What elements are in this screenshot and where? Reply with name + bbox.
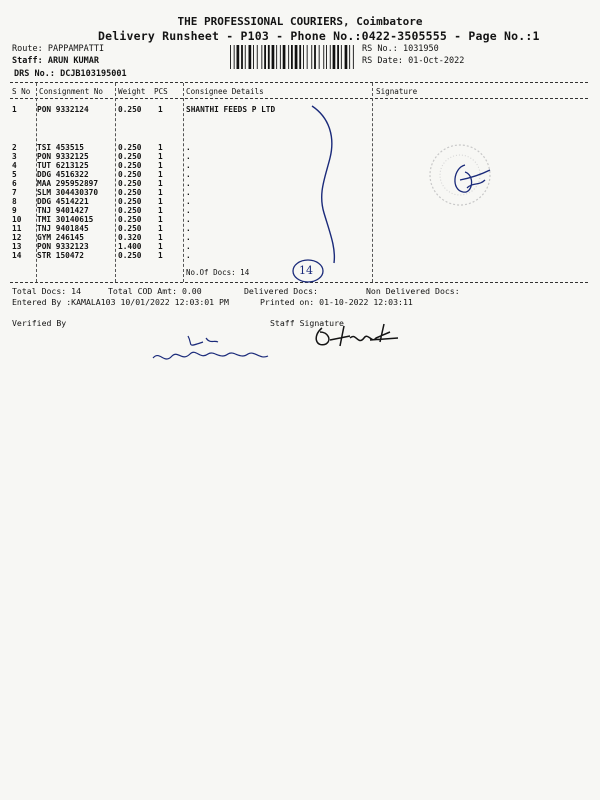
cell-weight: 0.250: [118, 251, 142, 260]
cell-weight: 0.250: [118, 179, 142, 188]
cell-pcs: 1: [158, 152, 163, 161]
cell-consignee: .: [186, 251, 191, 260]
cell-consignee: .: [186, 233, 191, 242]
barcode-bar: [241, 45, 243, 69]
staff-signature-label: Staff Signature: [270, 318, 344, 328]
cell-consignment: GYM 246145: [37, 233, 84, 242]
cell-sno: 2: [12, 143, 17, 152]
cell-consignment: TSI 453515: [37, 143, 84, 152]
barcode-image: [229, 45, 355, 69]
cell-consignee: .: [186, 188, 191, 197]
barcode-bar: [303, 45, 304, 69]
cell-pcs: 1: [158, 179, 163, 188]
barcode-bar: [230, 45, 231, 69]
cell-consignment: STR 150472: [37, 251, 84, 260]
cell-consignment: TNJ 9401427: [37, 206, 89, 215]
cell-sno: 3: [12, 152, 17, 161]
cell-sno: 8: [12, 197, 17, 206]
cell-consignment: MAA 295952897: [37, 179, 99, 188]
header-consignment: Consignment No: [39, 87, 104, 96]
cell-pcs: 1: [158, 242, 163, 251]
barcode-bar: [345, 45, 348, 69]
drs-row: [14, 69, 127, 79]
cell-weight: 0.250: [118, 143, 142, 152]
cell-sno: 4: [12, 161, 17, 170]
col-divider: [372, 83, 373, 282]
non-delivered-docs: Non Delivered Docs:: [366, 286, 460, 296]
runsheet-subtitle: Delivery Runsheet - P103 - Phone No.:0422-3505555 - Page No.:1: [98, 29, 540, 43]
cell-sno: 13: [12, 242, 22, 251]
barcode-bar: [353, 45, 354, 69]
handwritten-count: 14: [299, 264, 313, 277]
col-divider: [115, 83, 116, 282]
verifier-signature: [148, 330, 278, 370]
barcode-bar: [307, 45, 308, 69]
barcode-bar: [237, 45, 240, 69]
printed-on: Printed on: 01-10-2022 12:03:11: [260, 297, 413, 307]
cell-consignment: SLM 304430370: [37, 188, 99, 197]
barcode-bar: [295, 45, 298, 69]
cell-consignment: TUT 6213125: [37, 161, 89, 170]
barcode-bar: [276, 45, 277, 69]
barcode-bar: [261, 45, 262, 69]
barcode-bar: [264, 45, 266, 69]
barcode-bar: [288, 45, 289, 69]
cell-sno: 6: [12, 179, 17, 188]
cell-consignee: SHANTHI FEEDS P LTD: [186, 105, 276, 114]
staff-label: Staff:: [12, 56, 43, 66]
cell-pcs: 1: [158, 143, 163, 152]
header-pcs: PCS: [154, 87, 168, 96]
barcode-bar: [333, 45, 336, 69]
cell-pcs: 1: [158, 170, 163, 179]
cell-weight: 0.250: [118, 224, 142, 233]
cell-sno: 7: [12, 188, 17, 197]
rs-no-label: RS No.:: [362, 44, 398, 54]
header-signature: Signature: [376, 87, 418, 96]
cell-consignee: .: [186, 170, 191, 179]
cell-pcs: 1: [158, 251, 163, 260]
cell-consignment: PON 9332123: [37, 242, 89, 251]
header-consignee: Consignee Details: [186, 87, 264, 96]
delivered-docs: Delivered Docs:: [244, 286, 318, 296]
cell-sno: 9: [12, 206, 17, 215]
barcode-bar: [337, 45, 339, 69]
cell-consignee: .: [186, 242, 191, 251]
route-row: [12, 44, 104, 54]
total-docs: Total Docs: 14: [12, 286, 82, 296]
cell-weight: 0.250: [118, 206, 142, 215]
verified-by-label: Verified By: [12, 318, 67, 328]
drs-label: DRS No.:: [14, 69, 55, 79]
total-cod-amount: Total COD Amt: 0.00: [108, 286, 202, 296]
cell-consignee: .: [186, 215, 191, 224]
barcode-bar: [311, 45, 312, 69]
cell-consignment: TNJ 9401845: [37, 224, 89, 233]
cell-pcs: 1: [158, 197, 163, 206]
rs-date-row: [362, 56, 464, 66]
cell-sno: 12: [12, 233, 22, 242]
cell-weight: 0.250: [118, 197, 142, 206]
barcode-bar: [234, 45, 235, 69]
cell-weight: 0.250: [118, 170, 142, 179]
cell-sno: 5: [12, 170, 17, 179]
header-sno: S No: [12, 87, 31, 96]
cell-consignee: .: [186, 143, 191, 152]
cell-pcs: 1: [158, 105, 163, 114]
cell-pcs: 1: [158, 206, 163, 215]
cell-pcs: 1: [158, 188, 163, 197]
cell-sno: 11: [12, 224, 22, 233]
col-divider: [183, 83, 184, 282]
cell-pcs: 1: [158, 224, 163, 233]
rs-no-value: 1031950: [402, 44, 439, 54]
barcode-bar: [283, 45, 286, 69]
barcode-bar: [249, 45, 252, 69]
barcode-bar: [349, 45, 350, 69]
no-of-docs: No.Of Docs: 14: [186, 268, 250, 277]
barcode-bar: [323, 45, 324, 69]
rs-date-value: 01-Oct-2022: [408, 56, 465, 66]
cell-consignment: TMI 30140615: [37, 215, 94, 224]
staff-value: ARUN KUMAR: [47, 56, 100, 66]
entered-by: Entered By :KAMALA103 10/01/2022 12:03:01 PM: [12, 297, 229, 307]
barcode-bar: [299, 45, 301, 69]
cell-consignment: DDG 4514221: [37, 197, 89, 206]
cell-consignee: .: [186, 161, 191, 170]
company-title: THE PROFESSIONAL COURIERS, Coimbatore: [177, 15, 423, 28]
barcode-bar: [245, 45, 246, 69]
barcode-bar: [341, 45, 342, 69]
cell-consignee: .: [186, 152, 191, 161]
header-weight: Weight: [118, 87, 146, 96]
cell-consignment: PON 9332125: [37, 152, 89, 161]
route-value: PAPPAMPATTI: [47, 44, 105, 54]
cell-sno: 14: [12, 251, 22, 260]
barcode-bar: [272, 45, 275, 69]
recipient-signature: [445, 160, 495, 200]
cell-sno: 10: [12, 215, 22, 224]
cell-consignee: .: [186, 224, 191, 233]
barcode-bar: [253, 45, 254, 69]
cell-weight: 0.250: [118, 188, 142, 197]
cell-consignment: DDG 4516322: [37, 170, 89, 179]
drs-value: DCJB103195001: [60, 69, 127, 79]
barcode-bar: [319, 45, 320, 69]
route-label: Route:: [12, 44, 43, 54]
barcode-bar: [330, 45, 331, 69]
table-top-rule: [10, 82, 588, 83]
cell-weight: 0.250: [118, 105, 142, 114]
barcode-bar: [257, 45, 258, 69]
cell-weight: 0.250: [118, 152, 142, 161]
cell-consignment: PON 9332124: [37, 105, 89, 114]
cell-pcs: 1: [158, 233, 163, 242]
barcode-bar: [314, 45, 316, 69]
cell-weight: 0.250: [118, 215, 142, 224]
cell-consignee: .: [186, 197, 191, 206]
cell-weight: 1.400: [118, 242, 142, 251]
cell-consignee: .: [186, 179, 191, 188]
rs-no-row: [362, 44, 439, 54]
cell-pcs: 1: [158, 161, 163, 170]
cell-weight: 0.320: [118, 233, 142, 242]
barcode-bar: [326, 45, 327, 69]
staff-signature: [310, 318, 405, 354]
cell-pcs: 1: [158, 215, 163, 224]
rs-date-label: RS Date:: [362, 56, 403, 66]
staff-row: [12, 56, 99, 66]
barcode-bar: [268, 45, 270, 69]
barcode-bar: [280, 45, 281, 69]
cell-weight: 0.250: [118, 161, 142, 170]
cell-consignee: .: [186, 206, 191, 215]
cell-sno: 1: [12, 105, 17, 114]
barcode-bar: [291, 45, 293, 69]
